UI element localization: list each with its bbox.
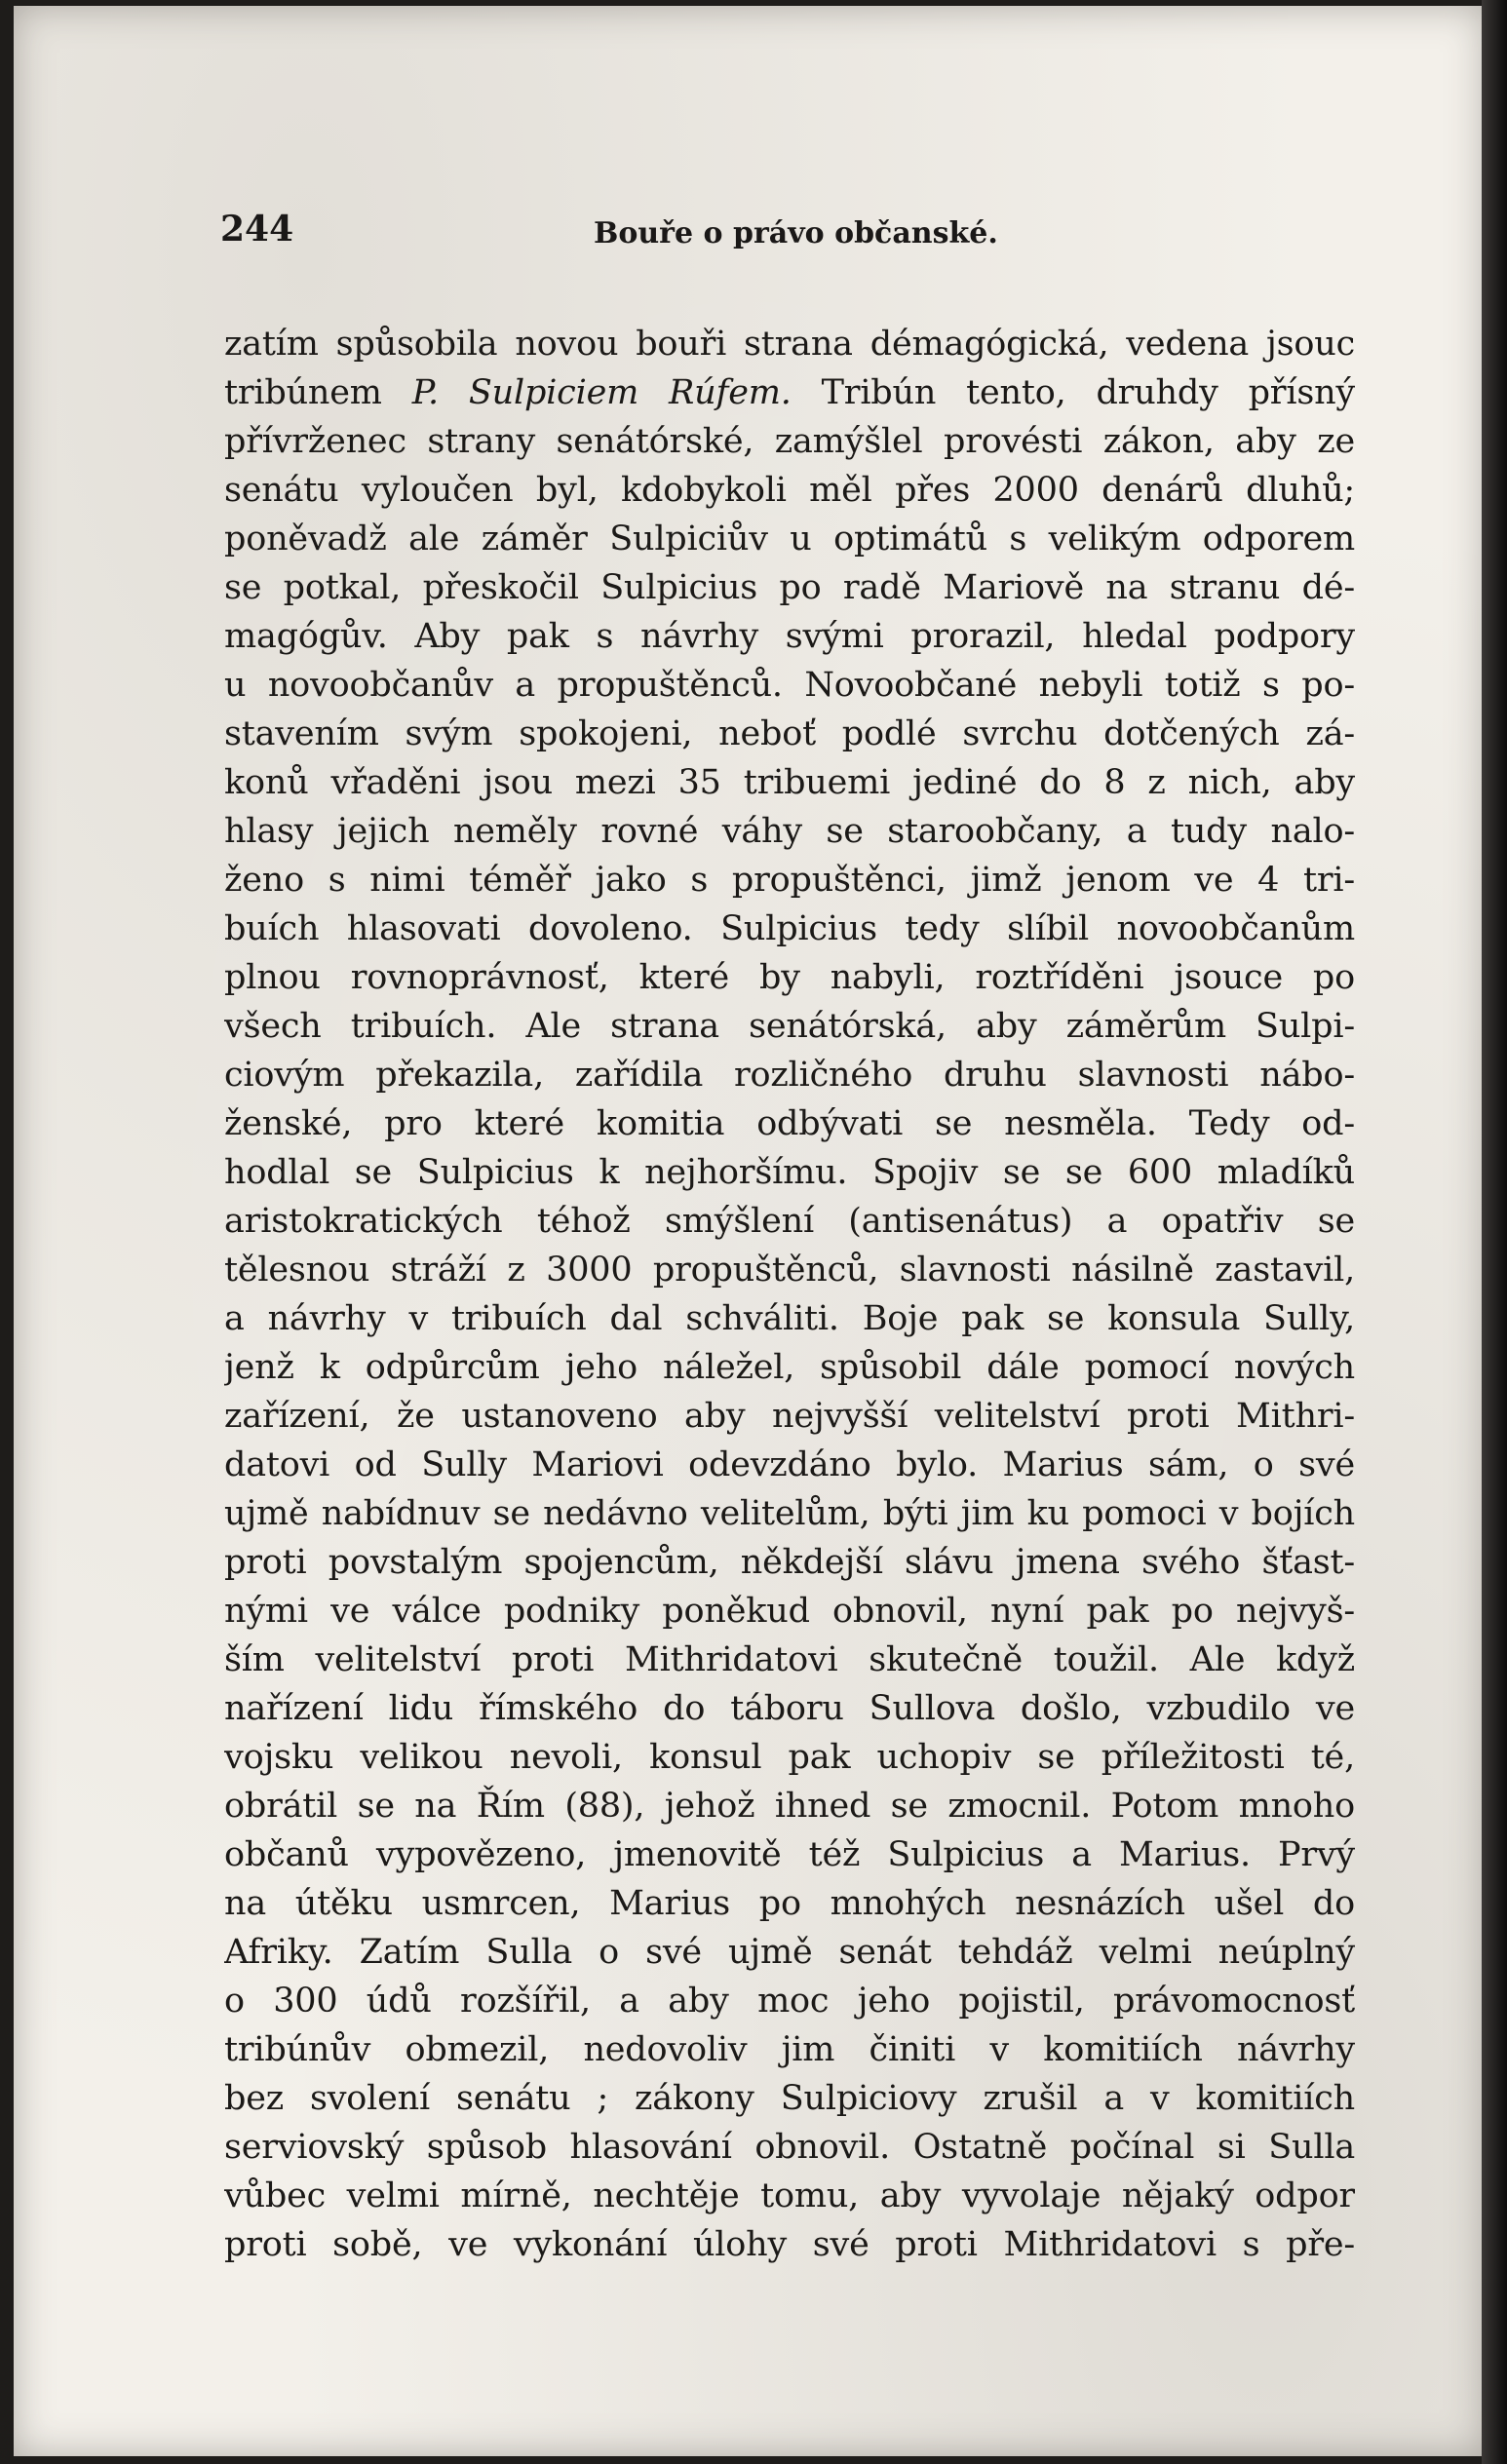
text-line: buích hlasovati dovoleno. Sulpicius tedy slíbil novoobčanům — [224, 909, 1355, 948]
text-line: se potkal, přeskočil Sulpicius po radě Mariově na stranu dé- — [224, 568, 1355, 607]
text-line: občanů vypovězeno, jmenovitě též Sulpicius a Marius. Prvý — [224, 1835, 1355, 1874]
text-line: přívrženec strany senátórské, zamýšlel provésti zákon, aby ze — [224, 422, 1355, 461]
text-line: vůbec velmi mírně, nechtěje tomu, aby vyvolaje nějaký odpor — [224, 2176, 1355, 2215]
text-line: serviovský spůsob hlasování obnovil. Ostatně počínal si Sulla — [224, 2128, 1355, 2167]
text-line: proti sobě, ve vykonání úlohy své proti Mithridatovi s pře- — [224, 2225, 1355, 2264]
book-page — [14, 6, 1486, 2456]
text-line: nařízení lidu římského do táboru Sullova došlo, vzbudilo ve — [224, 1689, 1355, 1728]
text-line: vojsku velikou nevoli, konsul pak uchopiv se příležitosti té, — [224, 1738, 1355, 1777]
text-line: senátu vyloučen byl, kdobykoli měl přes 2000 denárů dluhů; — [224, 471, 1355, 510]
text-line: datovi od Sully Mariovi odevzdáno bylo. Marius sám, o své — [224, 1445, 1355, 1484]
text-line: hlasy jejich neměly rovné váhy se staroobčany, a tudy nalo- — [224, 812, 1355, 851]
text-line: na útěku usmrcen, Marius po mnohých nesnázích ušel do — [224, 1884, 1355, 1923]
page-number: 244 — [220, 209, 294, 250]
text-line: poněvadž ale záměr Sulpiciův u optimátů s velikým odporem — [224, 520, 1355, 558]
text-line: aristokratických téhož smýšlení (antisenátus) a opatřiv se — [224, 1202, 1355, 1241]
text-line: o 300 údů rozšířil, a aby moc jeho pojistil, právomocnosť — [224, 1982, 1355, 2021]
text-line: nými ve válce podniky poněkud obnovil, nyní pak po nejvyš- — [224, 1592, 1355, 1631]
emphasized-name: P. Sulpiciem Rúfem. — [411, 373, 792, 412]
text-line: hodlal se Sulpicius k nejhoršímu. Spojiv se se 600 mladíků — [224, 1153, 1355, 1192]
text-line: plnou rovnoprávnosť, které by nabyli, roztříděni jsouce po — [224, 958, 1355, 997]
text-line: zařízení, že ustanoveno aby nejvyšší velitelství proti Mithri- — [224, 1397, 1355, 1436]
body-text — [224, 320, 1355, 2269]
page-header — [220, 209, 1351, 267]
text-line: stavením svým spokojeni, neboť podlé svrchu dotčených zá- — [224, 714, 1355, 753]
running-title: Bouře o právo občanské. — [594, 216, 998, 250]
text-line: tělesnou stráží z 3000 propuštěnců, slavnosti násilně zastavil, — [224, 1251, 1355, 1290]
text-fragment: tribúnem — [224, 373, 382, 412]
text-line: ženo s nimi téměř jako s propuštěnci, jimž jenom ve 4 tri- — [224, 861, 1355, 900]
text-fragment: Tribún tento, druhdy přísný — [821, 373, 1355, 412]
text-line: ciovým překazila, zařídila rozličného druhu slavnosti nábo- — [224, 1056, 1355, 1095]
text-line: ujmě nabídnuv se nedávno velitelům, býti jim ku pomoci v bojích — [224, 1494, 1355, 1533]
book-edge-shadow — [1482, 0, 1507, 2464]
text-line: zatím spůsobila novou bouři strana démagógická, vedena jsouc — [224, 325, 1355, 364]
text-line: magógův. Aby pak s návrhy svými prorazil, hledal podpory — [224, 617, 1355, 656]
text-line — [224, 368, 1355, 417]
text-line: jenž k odpůrcům jeho náležel, spůsobil dále pomocí nových — [224, 1348, 1355, 1387]
text-line: u novoobčanův a propuštěnců. Novoobčané nebyli totiž s po- — [224, 666, 1355, 705]
text-line: ženské, pro které komitia odbývati se nesměla. Tedy od- — [224, 1104, 1355, 1143]
text-line: ším velitelství proti Mithridatovi skutečně toužil. Ale když — [224, 1640, 1355, 1679]
text-line: a návrhy v tribuích dal schváliti. Boje pak se konsula Sully, — [224, 1299, 1355, 1338]
text-line: konů vřaděni jsou mezi 35 tribuemi jediné do 8 z nich, aby — [224, 763, 1355, 802]
text-line: proti povstalým spojencům, někdejší slávu jmena svého šťast- — [224, 1543, 1355, 1582]
text-line: Afriky. Zatím Sulla o své ujmě senát tehdáž velmi neúplný — [224, 1933, 1355, 1972]
text-line: obrátil se na Řím (88), jehož ihned se zmocnil. Potom mnoho — [224, 1787, 1355, 1826]
text-line: bez svolení senátu ; zákony Sulpiciovy zrušil a v komitiích — [224, 2079, 1355, 2118]
text-line: tribúnův obmezil, nedovoliv jim činiti v komitiích návrhy — [224, 2030, 1355, 2069]
text-line: všech tribuích. Ale strana senátórská, aby záměrům Sulpi- — [224, 1007, 1355, 1046]
